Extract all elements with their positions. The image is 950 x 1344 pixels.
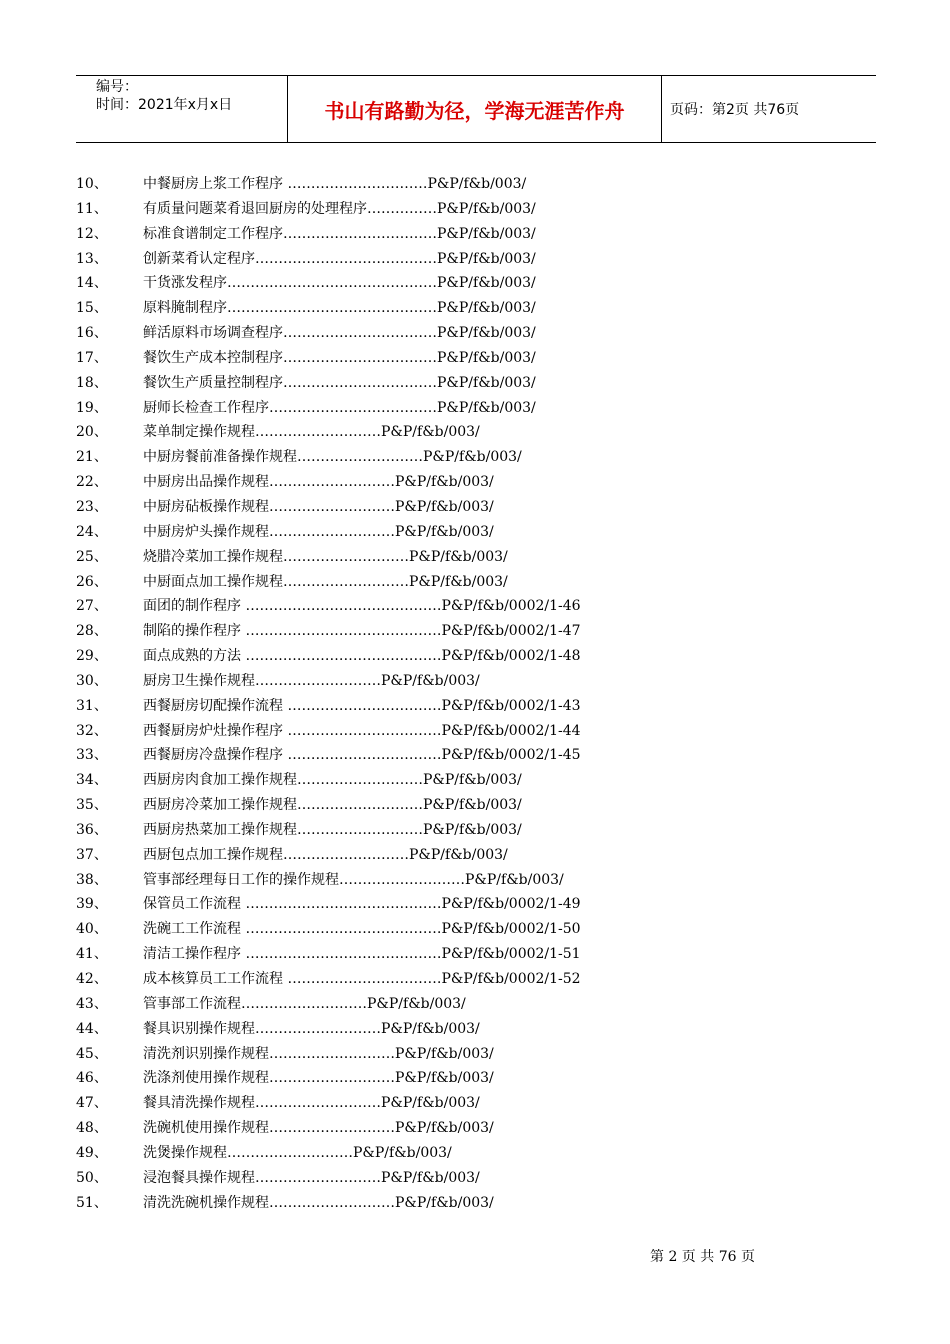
toc-number: 36、 xyxy=(76,821,108,838)
toc-entry: 中厨房炉头操作规程………………………P&P/f&b/003/ xyxy=(143,523,494,540)
toc-row xyxy=(76,1116,876,1141)
toc-entry: 西餐厨房切配操作流程 ……………………………P&P/f&b/0002/1-43 xyxy=(143,697,581,714)
toc-row xyxy=(76,321,876,346)
toc-row xyxy=(76,843,876,868)
toc-row xyxy=(76,545,876,570)
toc-entry: 西厨房冷菜加工操作规程………………………P&P/f&b/003/ xyxy=(143,797,522,814)
toc-row xyxy=(76,1066,876,1091)
toc-number: 43、 xyxy=(76,995,108,1012)
toc-number: 37、 xyxy=(76,846,108,863)
header-page-label: 页码：第2页 共76页 xyxy=(670,102,800,118)
toc-row xyxy=(76,1141,876,1166)
toc-entry: 成本核算员工工作流程 ……………………………P&P/f&b/0002/1-52 xyxy=(143,971,581,987)
header-motto: 书山有路勤为径，学海无涯苦作舟 xyxy=(287,76,662,142)
toc-entry: 西餐厨房炉灶操作程序 ……………………………P&P/f&b/0002/1-44 xyxy=(143,722,581,739)
toc-entry: 西厨房热菜加工操作规程………………………P&P/f&b/003/ xyxy=(143,821,522,838)
toc-row xyxy=(76,520,876,545)
toc-row xyxy=(76,917,876,942)
toc-entry: 标准食谱制定工作程序……………………………P&P/f&b/003/ xyxy=(143,225,536,242)
toc-row xyxy=(76,172,876,197)
toc-number: 27、 xyxy=(76,598,108,615)
toc-entry: 制陷的操作程序 ……………………………………P&P/f&b/0002/1-47 xyxy=(143,623,581,640)
toc-number: 40、 xyxy=(76,921,108,938)
toc-number: 13、 xyxy=(76,250,108,267)
toc-number: 47、 xyxy=(76,1095,108,1112)
toc-number: 24、 xyxy=(76,523,108,540)
header-meta xyxy=(96,78,286,114)
toc-number: 15、 xyxy=(76,300,108,317)
toc-entry: 餐饮生产成本控制程序……………………………P&P/f&b/003/ xyxy=(143,349,536,366)
toc-entry: 清洁工操作程序 ……………………………………P&P/f&b/0002/1-51 xyxy=(143,946,581,963)
toc-number: 34、 xyxy=(76,772,108,789)
toc-entry: 面团的制作程序 ……………………………………P&P/f&b/0002/1-46 xyxy=(143,598,581,615)
toc-entry: 中餐厨房上浆工作程序 …………………………P&P/f&b/003/ xyxy=(143,176,527,192)
toc-entry: 中厨房餐前准备操作规程………………………P&P/f&b/003/ xyxy=(143,449,522,466)
toc-number: 28、 xyxy=(76,623,108,640)
toc-number: 45、 xyxy=(76,1045,108,1062)
toc-row xyxy=(76,967,876,992)
toc-entry: 浸泡餐具操作规程………………………P&P/f&b/003/ xyxy=(143,1169,480,1186)
toc-entry: 保管员工作流程 ……………………………………P&P/f&b/0002/1-49 xyxy=(143,896,581,913)
toc-entry: 管事部经理每日工作的操作规程………………………P&P/f&b/003/ xyxy=(143,871,564,888)
toc-entry: 西厨包点加工操作规程………………………P&P/f&b/003/ xyxy=(143,846,508,863)
toc-row xyxy=(76,992,876,1017)
toc-entry: 餐具识别操作规程………………………P&P/f&b/003/ xyxy=(143,1020,480,1037)
toc-row xyxy=(76,1017,876,1042)
code-label: 编号： xyxy=(96,79,138,95)
toc-row xyxy=(76,892,876,917)
toc-number: 48、 xyxy=(76,1120,108,1137)
toc-row xyxy=(76,271,876,296)
toc-number: 35、 xyxy=(76,797,108,814)
toc-entry: 清洗洗碗机操作规程………………………P&P/f&b/003/ xyxy=(143,1194,494,1211)
toc-number: 21、 xyxy=(76,449,108,466)
toc-row xyxy=(76,793,876,818)
toc-entry: 厨房卫生操作规程………………………P&P/f&b/003/ xyxy=(143,672,480,689)
toc-row xyxy=(76,296,876,321)
toc-row xyxy=(76,619,876,644)
toc-row xyxy=(76,868,876,893)
toc-number: 26、 xyxy=(76,573,108,590)
toc-row xyxy=(76,222,876,247)
toc-number: 14、 xyxy=(76,275,108,292)
page-header xyxy=(76,75,876,143)
toc-number: 42、 xyxy=(76,971,108,987)
toc-row xyxy=(76,594,876,619)
toc-row xyxy=(76,445,876,470)
toc-number: 22、 xyxy=(76,474,108,491)
toc-number: 32、 xyxy=(76,722,108,739)
toc-row xyxy=(76,420,876,445)
toc-row xyxy=(76,371,876,396)
toc-number: 10、 xyxy=(76,176,108,192)
toc-entry: 干货涨发程序………………………………………P&P/f&b/003/ xyxy=(143,275,536,292)
toc-number: 11、 xyxy=(76,200,108,217)
toc-entry: 管事部工作流程………………………P&P/f&b/003/ xyxy=(143,995,466,1012)
toc-row xyxy=(76,694,876,719)
toc-row xyxy=(76,346,876,371)
toc-number: 30、 xyxy=(76,672,108,689)
toc-number: 17、 xyxy=(76,349,108,366)
toc-number: 41、 xyxy=(76,946,108,963)
toc-entry: 餐饮生产质量控制程序……………………………P&P/f&b/003/ xyxy=(143,374,536,391)
page-footer: 第 2 页 共 76 页 xyxy=(650,1249,755,1265)
toc-row xyxy=(76,470,876,495)
toc-entry: 菜单制定操作规程………………………P&P/f&b/003/ xyxy=(143,424,480,441)
toc-number: 44、 xyxy=(76,1020,108,1037)
toc-entry: 餐具清洗操作规程………………………P&P/f&b/003/ xyxy=(143,1095,480,1112)
toc-row xyxy=(76,768,876,793)
toc-number: 12、 xyxy=(76,225,108,242)
toc-row xyxy=(76,1042,876,1067)
toc-number: 19、 xyxy=(76,399,108,416)
toc-entry: 洗碗机使用操作规程………………………P&P/f&b/003/ xyxy=(143,1120,494,1137)
toc-entry: 创新菜肴认定程序…………………………………P&P/f&b/003/ xyxy=(143,250,536,267)
toc-entry: 面点成熟的方法 ……………………………………P&P/f&b/0002/1-48 xyxy=(143,648,581,665)
toc-entry: 清洗剂识别操作规程………………………P&P/f&b/003/ xyxy=(143,1045,494,1062)
toc-entry: 鲜活原料市场调查程序……………………………P&P/f&b/003/ xyxy=(143,325,536,342)
toc-entry: 烧腊冷菜加工操作规程………………………P&P/f&b/003/ xyxy=(143,548,508,565)
toc-number: 50、 xyxy=(76,1169,108,1186)
toc-row xyxy=(76,1191,876,1216)
time-label: 时间：2021年x月x日 xyxy=(96,97,233,113)
toc-row xyxy=(76,942,876,967)
toc-number: 25、 xyxy=(76,548,108,565)
toc-entry: 厨师长检查工作程序………………………………P&P/f&b/003/ xyxy=(143,399,536,416)
toc-row xyxy=(76,1166,876,1191)
toc-row xyxy=(76,818,876,843)
toc-entry: 中厨房砧板操作规程………………………P&P/f&b/003/ xyxy=(143,498,494,515)
toc-entry: 中厨房出品操作规程………………………P&P/f&b/003/ xyxy=(143,474,494,491)
toc-row xyxy=(76,644,876,669)
toc-entry: 洗煲操作规程………………………P&P/f&b/003/ xyxy=(143,1144,452,1161)
toc-entry: 西厨房肉食加工操作规程………………………P&P/f&b/003/ xyxy=(143,772,522,789)
toc-number: 23、 xyxy=(76,498,108,515)
toc-number: 33、 xyxy=(76,747,108,764)
toc-row xyxy=(76,743,876,768)
toc-entry: 中厨面点加工操作规程………………………P&P/f&b/003/ xyxy=(143,573,508,590)
toc-number: 20、 xyxy=(76,424,108,441)
toc-row xyxy=(76,396,876,421)
toc-number: 29、 xyxy=(76,648,108,665)
toc-number: 16、 xyxy=(76,325,108,342)
toc-number: 46、 xyxy=(76,1070,108,1087)
toc-entry: 原料腌制程序………………………………………P&P/f&b/003/ xyxy=(143,300,536,317)
toc-number: 18、 xyxy=(76,374,108,391)
toc-entry: 西餐厨房冷盘操作程序 ……………………………P&P/f&b/0002/1-45 xyxy=(143,747,581,764)
toc-number: 49、 xyxy=(76,1144,108,1161)
toc-row xyxy=(76,495,876,520)
toc-entry: 洗碗工工作流程 ……………………………………P&P/f&b/0002/1-50 xyxy=(143,921,581,938)
toc-number: 51、 xyxy=(76,1194,108,1211)
toc-number: 39、 xyxy=(76,896,108,913)
toc-row xyxy=(76,1091,876,1116)
toc-row xyxy=(76,669,876,694)
toc-entry: 洗涤剂使用操作规程………………………P&P/f&b/003/ xyxy=(143,1070,494,1087)
toc-row xyxy=(76,570,876,595)
toc-row xyxy=(76,197,876,222)
toc-entry: 有质量问题菜肴退回厨房的处理程序……………P&P/f&b/003/ xyxy=(143,200,536,217)
toc-number: 31、 xyxy=(76,697,108,714)
toc-row xyxy=(76,719,876,744)
table-of-contents xyxy=(76,172,876,1215)
toc-number: 38、 xyxy=(76,871,108,888)
toc-row xyxy=(76,247,876,272)
